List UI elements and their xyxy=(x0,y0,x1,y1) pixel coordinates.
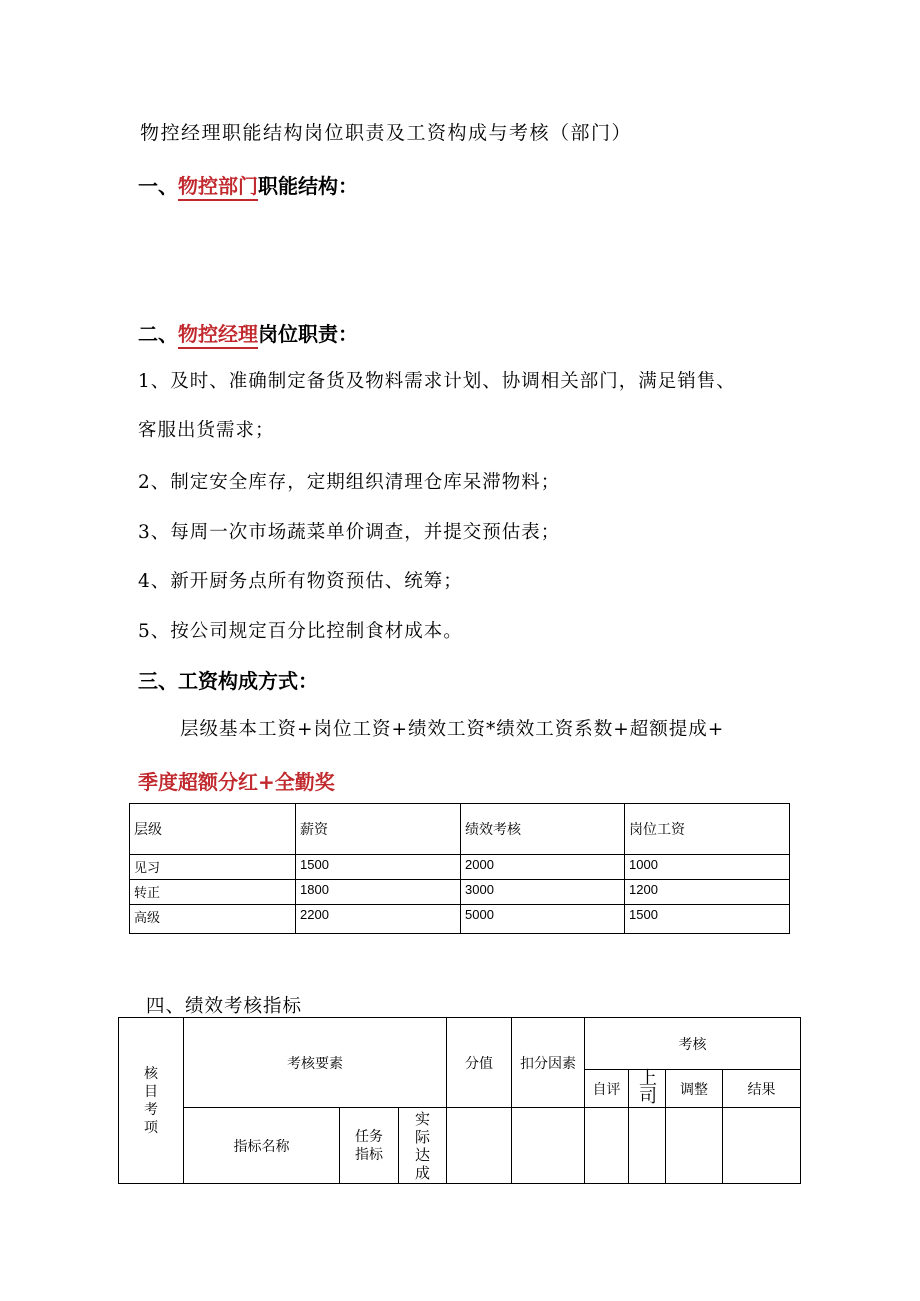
table-cell xyxy=(723,1108,801,1184)
kpi-assess-header: 考核 xyxy=(585,1018,801,1070)
table-cell xyxy=(666,1108,723,1184)
table-cell: 3000 xyxy=(461,880,625,905)
table-row xyxy=(119,1018,801,1070)
section-2-prefix: 二、 xyxy=(138,322,178,346)
table-cell xyxy=(512,1108,585,1184)
kpi-superior-header: 上司 xyxy=(629,1070,666,1108)
duty-line: 1、及时、准确制定备货及物料需求计划、协调相关部门，满足销售、 xyxy=(138,371,736,392)
kpi-deduct-header: 扣分因素 xyxy=(512,1018,585,1108)
table-header-row xyxy=(130,804,790,855)
table-cell: 2200 xyxy=(296,905,461,934)
duty-line: 2、制定安全库存，定期组织清理仓库呆滞物料； xyxy=(138,472,561,493)
salary-formula: 层级基本工资+岗位工资+绩效工资*绩效工资系数+超额提成+ xyxy=(180,719,725,740)
table-cell xyxy=(585,1108,629,1184)
header-cell: 层级 xyxy=(130,804,296,855)
table-cell xyxy=(447,1108,512,1184)
kpi-result-header: 结果 xyxy=(723,1070,801,1108)
section-2-rest: 岗位职责： xyxy=(258,322,358,346)
table-row xyxy=(130,880,790,905)
table-cell: 转正 xyxy=(130,880,296,905)
header-cell: 绩效考核 xyxy=(461,804,625,855)
kpi-elements-header: 考核要素 xyxy=(184,1018,447,1108)
header-cell: 岗位工资 xyxy=(625,804,790,855)
salary-table xyxy=(129,803,790,934)
table-cell: 5000 xyxy=(461,905,625,934)
table-cell: 1500 xyxy=(625,905,790,934)
kpi-self-header: 自评 xyxy=(585,1070,629,1108)
section-1-prefix: 一、 xyxy=(138,174,178,198)
kpi-table xyxy=(118,1017,801,1184)
document-title: 物控经理职能结构岗位职责及工资构成与考核（部门） xyxy=(140,122,633,144)
section-1-highlight: 物控部门 xyxy=(178,174,258,201)
kpi-actual-header: 实际达成 xyxy=(399,1108,447,1184)
section-1-heading xyxy=(138,170,358,199)
table-row xyxy=(119,1108,801,1184)
section-2-highlight: 物控经理 xyxy=(178,322,258,349)
table-cell: 1000 xyxy=(625,855,790,880)
duty-line: 客服出货需求； xyxy=(138,420,275,441)
section-3-heading: 三、工资构成方式： xyxy=(138,669,318,693)
kpi-item-header: 核目考项 xyxy=(119,1018,184,1184)
duty-line: 4、新开厨务点所有物资预估、统筹； xyxy=(138,571,463,592)
section-1-rest: 职能结构： xyxy=(258,174,358,198)
table-cell: 见习 xyxy=(130,855,296,880)
duty-line: 5、按公司规定百分比控制食材成本。 xyxy=(138,621,463,642)
header-cell: 薪资 xyxy=(296,804,461,855)
table-cell: 1200 xyxy=(625,880,790,905)
table-cell xyxy=(629,1108,666,1184)
section-2-heading xyxy=(138,318,358,347)
duty-line: 3、每周一次市场蔬菜单价调查，并提交预估表； xyxy=(138,522,561,543)
kpi-score-header: 分值 xyxy=(447,1018,512,1108)
table-row xyxy=(130,905,790,934)
salary-formula-continued: 季度超额分红+全勤奖 xyxy=(138,770,335,794)
table-cell: 1500 xyxy=(296,855,461,880)
table-cell: 2000 xyxy=(461,855,625,880)
section-4-heading: 四、绩效考核指标 xyxy=(146,996,303,1017)
kpi-task-header: 任务指标 xyxy=(340,1108,399,1184)
table-cell: 1800 xyxy=(296,880,461,905)
table-row xyxy=(130,855,790,880)
table-cell: 高级 xyxy=(130,905,296,934)
kpi-indicator-header: 指标名称 xyxy=(184,1108,340,1184)
kpi-adjust-header: 调整 xyxy=(666,1070,723,1108)
